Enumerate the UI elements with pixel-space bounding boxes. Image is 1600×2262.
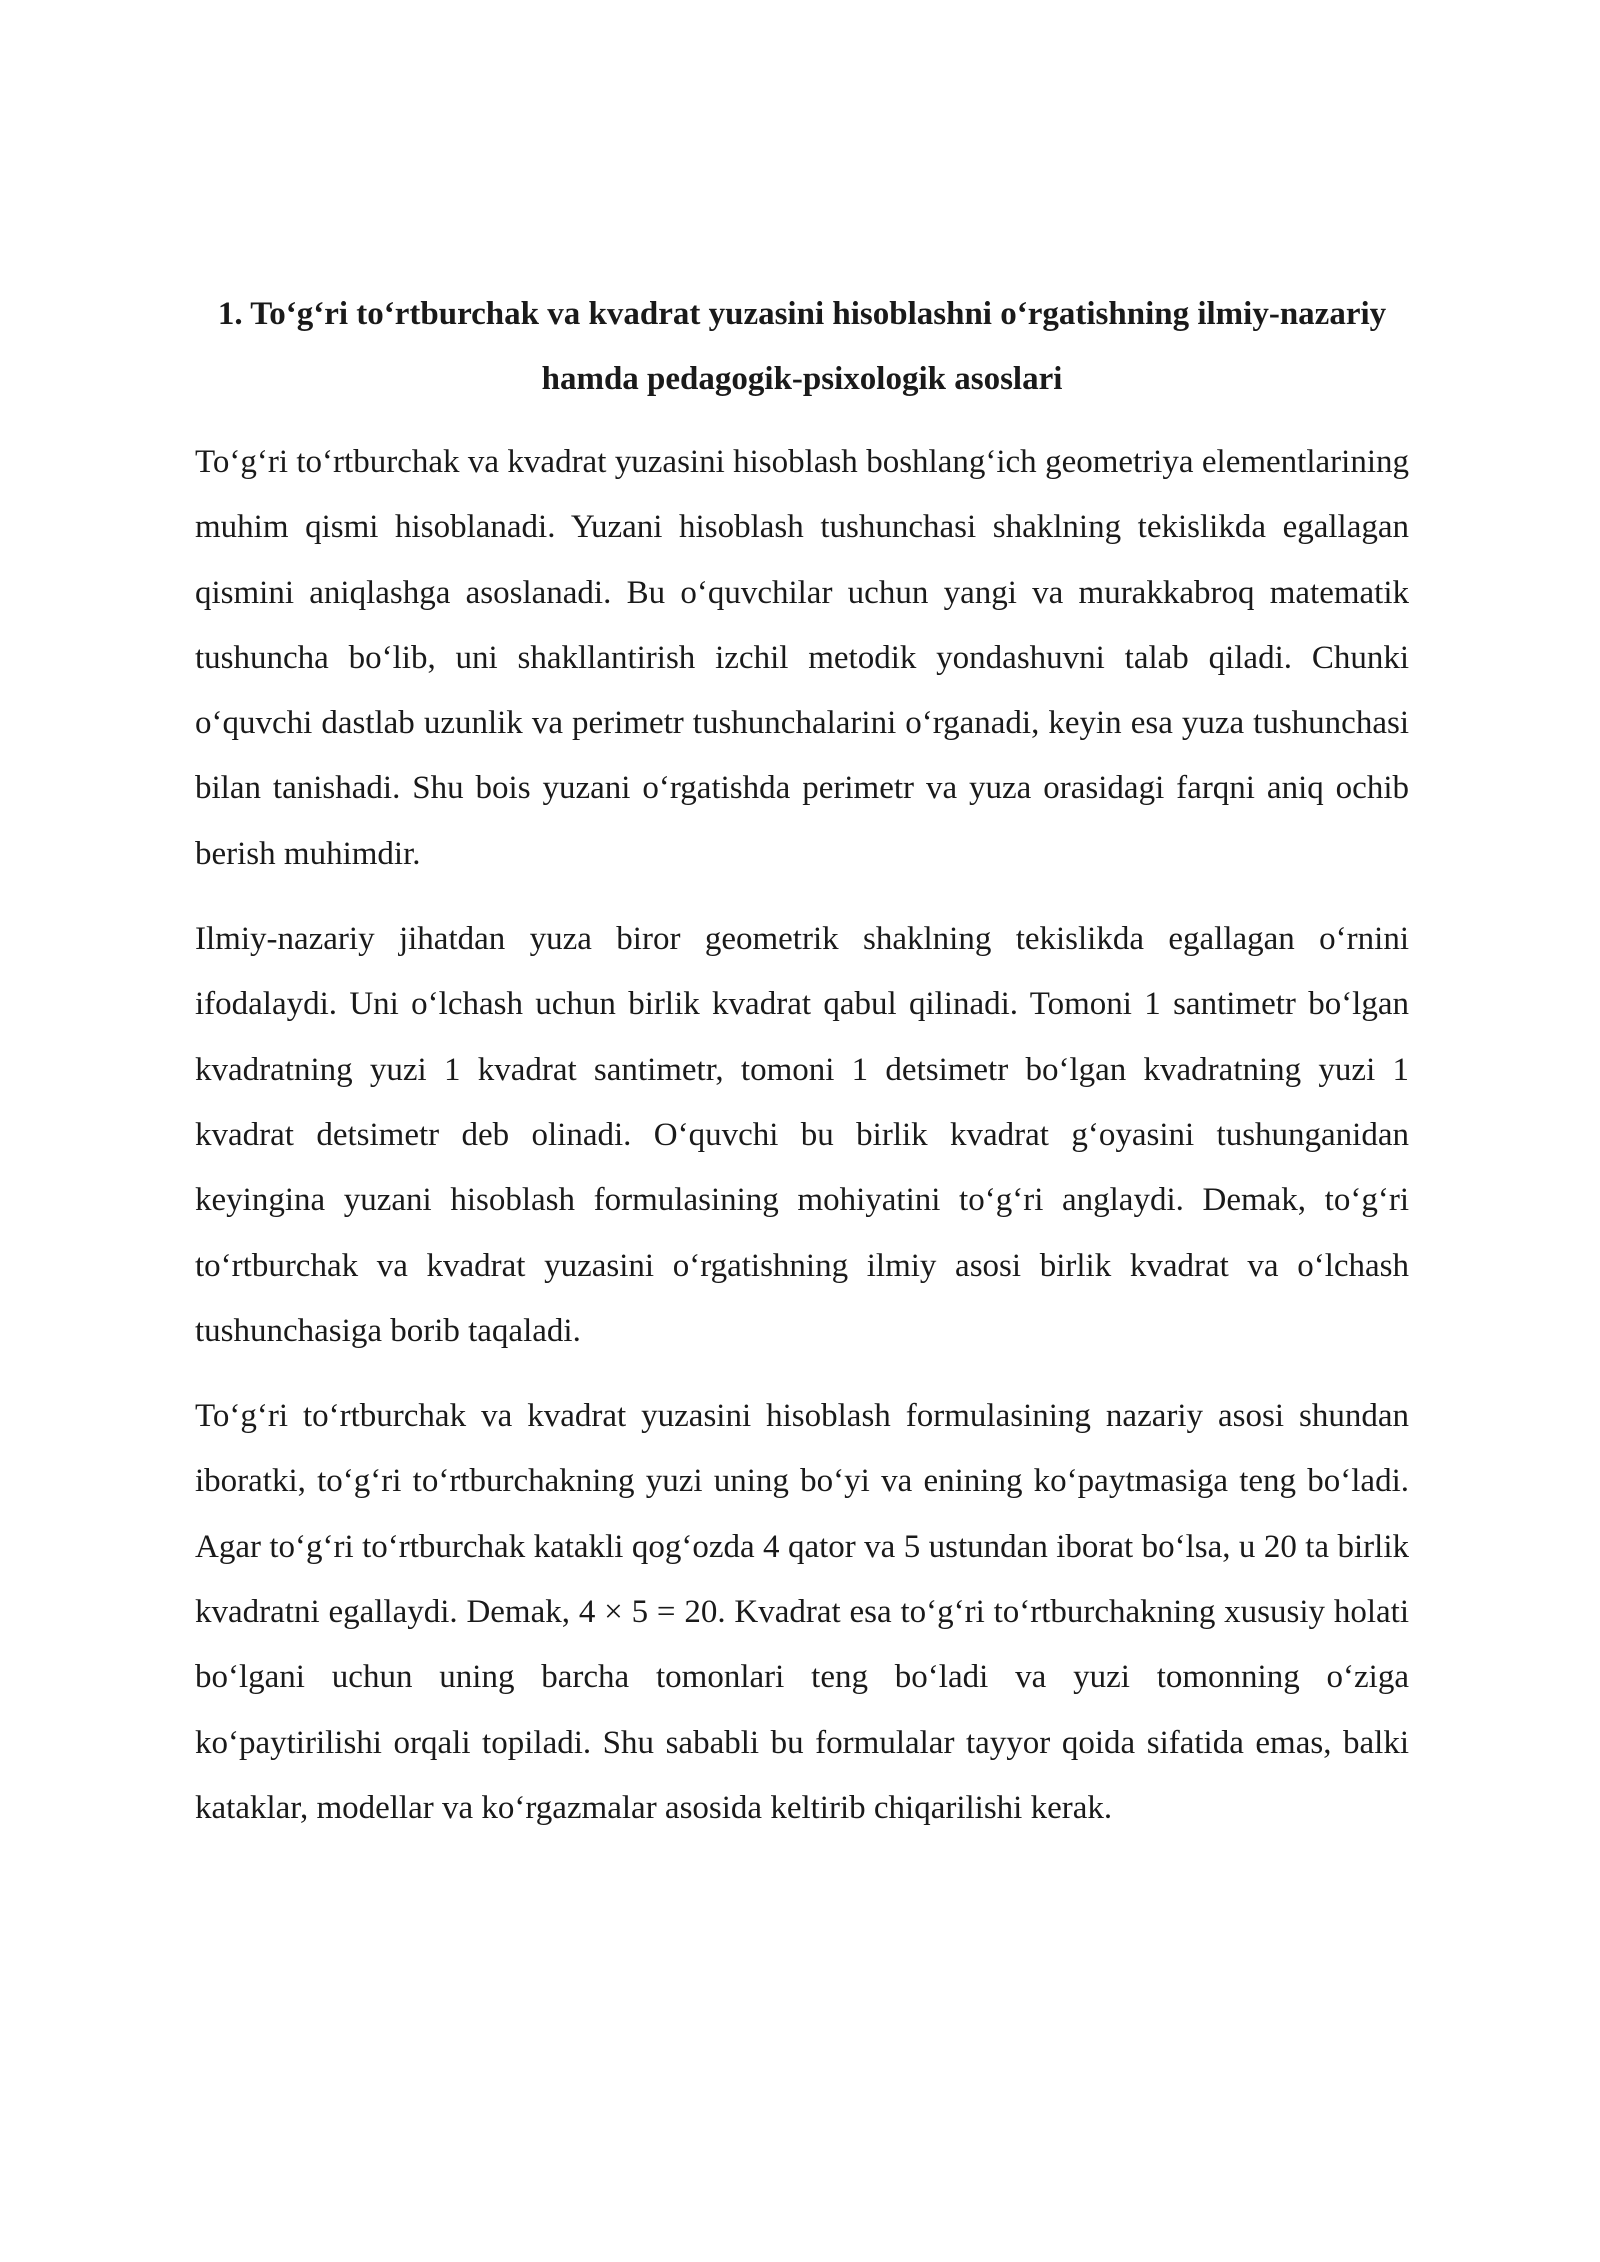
paragraph-1: To‘g‘ri to‘rtburchak va kvadrat yuzasini hisoblash boshlang‘ich geometriya elementlarining muhim qismi hisoblanadi. Yuzani hisoblash tushunchasi shaklning tekislikda egallagan qismini aniqlashga asoslanadi. Bu o‘quvchilar uchun yangi va murakkabroq matematik tushuncha bo‘lib, uni shakllantirish izchil metodik yondashuvni talab qiladi. Chunki o‘quvchi dastlab uzunlik va perimetr tushunchalarini o‘rganadi, keyin esa yuza tushunchasi bilan tanishadi. Shu bois yuzani o‘rgatishda perimetr va yuza orasidagi farqni aniq ochib berish muhimdir. (195, 444, 1409, 872)
paragraph-3: To‘g‘ri to‘rtburchak va kvadrat yuzasini hisoblash formulasining nazariy asosi shundan iboratki, to‘g‘ri to‘rtburchakning yuzi uning bo‘yi va enining ko‘paytmasiga teng bo‘ladi. Agar to‘g‘ri to‘rtburchak katakli qog‘ozda 4 qator va 5 ustundan iborat bo‘lsa, u 20 ta birlik kvadratni egallaydi. Demak, 4 × 5 = 20. Kvadrat esa to‘g‘ri to‘rtburchakning xususiy holati bo‘lgani uchun uning barcha tomonlari teng bo‘ladi va yuzi tomonning o‘ziga ko‘paytirilishi orqali topiladi. Shu sababli bu formulalar tayyor qoida sifatida emas, balki kataklar, modellar va ko‘rgazmalar asosida keltirib chiqarilishi kerak. (195, 1398, 1409, 1826)
document-body (195, 282, 1409, 1861)
section-heading: 1. To‘g‘ri to‘rtburchak va kvadrat yuzasini hisoblashni o‘rgatishning ilmiy-nazariy hamda pedagogik-psixologik asoslari (217, 296, 1387, 397)
paragraph-2: Ilmiy-nazariy jihatdan yuza biror geometrik shaklning tekislikda egallagan o‘rnini ifodalaydi. Uni o‘lchash uchun birlik kvadrat qabul qilinadi. Tomoni 1 santimetr bo‘lgan kvadratning yuzi 1 kvadrat santimetr, tomoni 1 detsimetr bo‘lgan kvadratning yuzi 1 kvadrat detsimetr deb olinadi. O‘quvchi bu birlik kvadrat g‘oyasini tushunganidan keyingina yuzani hisoblash formulasining mohiyatini to‘g‘ri anglaydi. Demak, to‘g‘ri to‘rtburchak va kvadrat yuzasini o‘rgatishning ilmiy asosi birlik kvadrat va o‘lchash tushunchasiga borib taqaladi. (195, 921, 1409, 1349)
